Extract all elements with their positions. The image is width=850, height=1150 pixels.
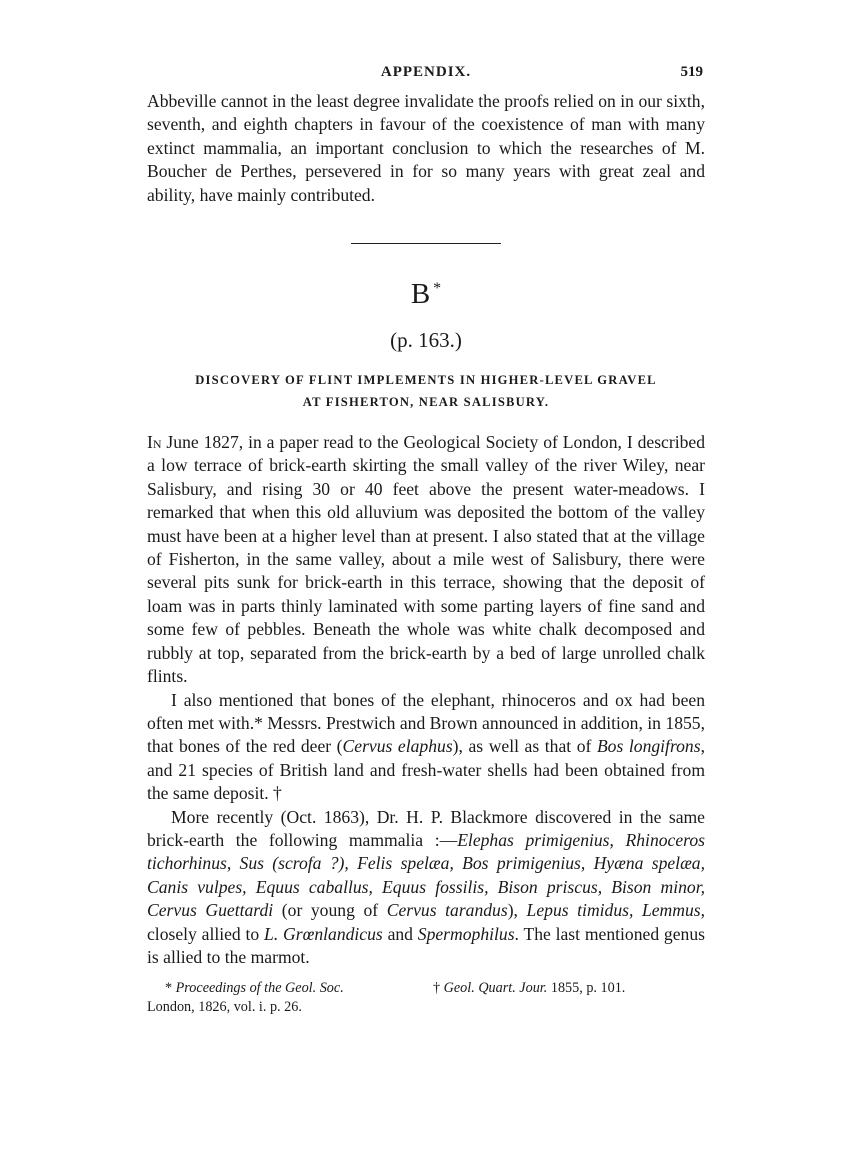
paragraph-3-text-6: . The last mentioned genus is allied to the marmot.	[147, 923, 705, 967]
paragraph-3	[147, 806, 705, 970]
paragraph-3-text-1: More recently (Oct. 1863), Dr. H. P. Blackmore discovered in the same brick-earth the following mammalia :—	[147, 806, 705, 850]
paragraph-3-text-5: and	[382, 923, 418, 944]
footnote-1-detail: London, 1826, vol. i. p. 26.	[147, 999, 302, 1016]
continuation-paragraph: Abbeville cannot in the least degree invalidate the proofs relied on in our sixth, seventh, and eighth chapters in favour of the coexistence of man with many extinct mammalia, an important conclusion to which the researches of M. Boucher de Perthes, persevered in for so many years with great zeal and ability, have mainly contributed.	[147, 91, 705, 205]
section-heading	[147, 369, 705, 413]
paragraph-2-species-1: Cervus elaphus	[342, 736, 453, 757]
paragraph-3-species-4: L. Grœnlandicus	[264, 923, 383, 944]
footnote-1	[147, 979, 407, 1017]
section-divider	[351, 243, 501, 244]
footnote-1-source: Proceedings of the Geol. Soc.	[175, 980, 344, 997]
paragraph-2	[147, 689, 705, 806]
section-heading-line1: DISCOVERY OF FLINT IMPLEMENTS IN HIGHER-LEVEL GRAVEL	[195, 373, 657, 388]
footnote-1-mark: *	[165, 980, 176, 997]
running-head	[147, 60, 705, 90]
section-letter-mark: *	[433, 280, 442, 298]
paragraph-3-species-list: Elephas primigenius, Rhinoceros tichorhinus, Sus (scrofa ?), Felis spelæa, Bos primigenius, Hyæna spelæa, Canis vulpes, Equus caballus, Equus fossilis, Bison priscus, Bison minor, Cervus Guettardi	[147, 829, 705, 921]
footnote-2-source: Geol. Quart. Jour.	[443, 980, 548, 997]
footnote-2-mark: †	[433, 980, 444, 997]
footnotes	[147, 979, 705, 1019]
paragraph-2-text-3: , and 21 species of British land and fresh-water shells had been obtained from the same deposit. †	[147, 736, 705, 804]
paragraph-2-species-2: Bos longifrons	[596, 736, 701, 757]
paragraph-1	[147, 431, 705, 688]
paragraph-3-species-2: Cervus tarandus	[386, 900, 508, 921]
paragraph-2-text-1: I also mentioned that bones of the elephant, rhinoceros and ox had been often met with.* Messrs. Prestwich and Brown announced in addition, in 1855, that bones of the red deer (	[147, 689, 705, 757]
section-letter	[147, 272, 705, 311]
page-number: 519	[680, 64, 703, 80]
paragraph-1-text: June 1827, in a paper read to the Geological Society of London, I described a low terrace of brick-earth skirting the small valley of the river Wiley, near Salisbury, and rising 30 or 40 feet above the present water-meadows. I remarked that when this old alluvium was deposited the bottom of the valley must have been at a higher level than at present. I also stated that at the village of Fisherton, in the same valley, about a mile west of Salisbury, there were several pits sunk for brick-earth in this terrace, showing that the deposit of loam was in parts thinly laminated with some parting layers of fine sand and some few of pebbles. Beneath the whole was white chalk decomposed and rubbly at top, separated from the brick-earth by a bed of large unrolled chalk flints.	[147, 432, 705, 687]
footnote-2-detail: 1855, p. 101.	[547, 980, 626, 997]
paragraph-3-species-3: Lepus timidus, Lemmus	[526, 900, 701, 921]
paragraph-2-text-2: ), as well as that of	[452, 736, 597, 757]
section-page-ref: (p. 163.)	[390, 328, 462, 353]
section-heading-line2: AT FISHERTON, NEAR SALISBURY.	[302, 395, 550, 410]
section-letter-text: B	[410, 278, 431, 311]
running-head-title: APPENDIX.	[380, 64, 472, 80]
page	[147, 60, 705, 1019]
paragraph-3-text-2: (or young of	[273, 900, 387, 921]
paragraph-3-text-3: ),	[507, 900, 527, 921]
paragraph-3-species-5: Spermophilus	[417, 923, 515, 944]
footnote-2	[433, 979, 713, 998]
paragraph-3-text-4: , closely allied to	[147, 900, 706, 944]
paragraph-1-lead: In	[147, 432, 162, 453]
